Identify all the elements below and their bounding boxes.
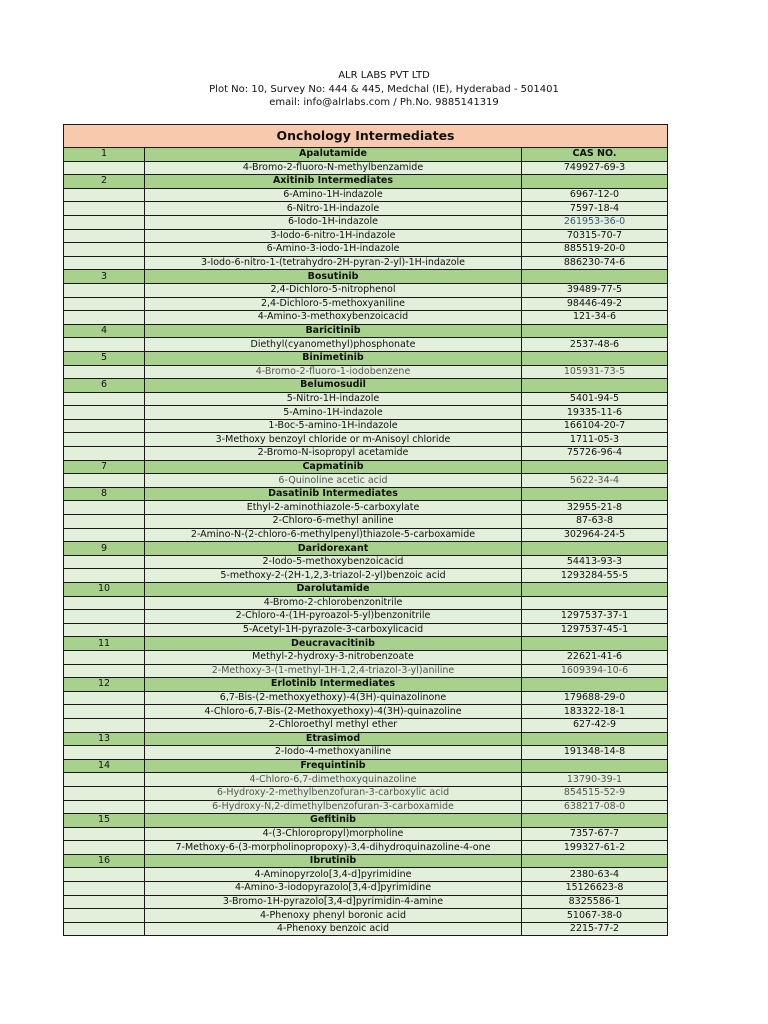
- cas-number: 886230-74-6: [522, 256, 668, 270]
- cas-number: 7357-67-7: [522, 827, 668, 841]
- compound-name: 6-Hydroxy-N,2-dimethylbenzofuran-3-carboxamide: [145, 800, 522, 814]
- table-row: [64, 650, 668, 664]
- compound-name: 2-Chloroethyl methyl ether: [145, 718, 522, 732]
- row-number: 1: [64, 148, 145, 162]
- row-number: [64, 188, 145, 202]
- table-row: [64, 202, 668, 216]
- row-number: [64, 515, 145, 529]
- table-row: [64, 841, 668, 855]
- cas-number: 854515-52-9: [522, 786, 668, 800]
- table-row: [64, 188, 668, 202]
- group-row: [64, 460, 668, 474]
- row-number: 8: [64, 487, 145, 501]
- cas-number: 749927-69-3: [522, 161, 668, 175]
- compound-name: 4-Chloro-6,7-dimethoxyquinazoline: [145, 773, 522, 787]
- cas-number: 51067-38-0: [522, 909, 668, 923]
- compound-name: 6-Nitro-1H-indazole: [145, 202, 522, 216]
- row-number: [64, 243, 145, 257]
- group-cas: [522, 487, 668, 501]
- group-row: [64, 678, 668, 692]
- group-name: Axitinib Intermediates: [145, 175, 522, 189]
- compound-name: 4-Chloro-6,7-Bis-(2-Methoxyethoxy)-4(3H)-quinazoline: [145, 705, 522, 719]
- row-number: [64, 447, 145, 461]
- table-row: [64, 705, 668, 719]
- cas-number: 32955-21-8: [522, 501, 668, 515]
- cas-number: 105931-73-5: [522, 365, 668, 379]
- cas-number: 5401-94-5: [522, 392, 668, 406]
- row-number: [64, 623, 145, 637]
- cas-number: 302964-24-5: [522, 528, 668, 542]
- group-cas: [522, 460, 668, 474]
- cas-number: 2380-63-4: [522, 868, 668, 882]
- group-name: Frequintinib: [145, 759, 522, 773]
- table-row: [64, 501, 668, 515]
- compound-name: 6-Iodo-1H-indazole: [145, 215, 522, 229]
- row-number: [64, 841, 145, 855]
- cas-number: 179688-29-0: [522, 691, 668, 705]
- cas-number: 627-42-9: [522, 718, 668, 732]
- compound-name: 5-methoxy-2-(2H-1,2,3-triazol-2-yl)benzoic acid: [145, 569, 522, 583]
- table-row: [64, 474, 668, 488]
- row-number: [64, 365, 145, 379]
- cas-number: 70315-70-7: [522, 229, 668, 243]
- row-number: [64, 419, 145, 433]
- table-row: [64, 338, 668, 352]
- group-row: [64, 270, 668, 284]
- table-row: [64, 256, 668, 270]
- row-number: 4: [64, 324, 145, 338]
- table-row: [64, 283, 668, 297]
- group-row: [64, 351, 668, 365]
- compound-name: 2,4-Dichloro-5-methoxyaniline: [145, 297, 522, 311]
- company-name: ALR LABS PVT LTD: [338, 70, 430, 81]
- table-row: [64, 392, 668, 406]
- compound-name: 2-Iodo-5-methoxybenzoicacid: [145, 555, 522, 569]
- group-name: Apalutamide: [145, 148, 522, 162]
- table-row: [64, 610, 668, 624]
- group-cas: [522, 732, 668, 746]
- compound-name: 2-Chloro-6-methyl aniline: [145, 515, 522, 529]
- group-cas: [522, 379, 668, 393]
- group-cas: [522, 678, 668, 692]
- group-name: Capmatinib: [145, 460, 522, 474]
- cas-number: 5622-34-4: [522, 474, 668, 488]
- table-row: [64, 922, 668, 936]
- group-cas: [522, 759, 668, 773]
- table-row: [64, 419, 668, 433]
- group-name: Darolutamide: [145, 583, 522, 597]
- table-row: [64, 664, 668, 678]
- table-row: [64, 515, 668, 529]
- group-row: [64, 583, 668, 597]
- group-cas: [522, 324, 668, 338]
- table-row: [64, 718, 668, 732]
- compound-name: 5-Amino-1H-indazole: [145, 406, 522, 420]
- row-number: [64, 256, 145, 270]
- compound-name: 5-Acetyl-1H-pyrazole-3-carboxylicacid: [145, 623, 522, 637]
- cas-number: 2537-48-6: [522, 338, 668, 352]
- compound-name: 1-Boc-5-amino-1H-indazole: [145, 419, 522, 433]
- compound-name: 3-Methoxy benzoyl chloride or m-Anisoyl chloride: [145, 433, 522, 447]
- cas-number: 1609394-10-6: [522, 664, 668, 678]
- group-cas: [522, 854, 668, 868]
- compound-name: 6-Amino-3-iodo-1H-indazole: [145, 243, 522, 257]
- group-name: Binimetinib: [145, 351, 522, 365]
- compound-name: 3-Iodo-6-nitro-1-(tetrahydro-2H-pyran-2-yl)-1H-indazole: [145, 256, 522, 270]
- group-row: [64, 148, 668, 162]
- table-row: [64, 909, 668, 923]
- table-row: [64, 297, 668, 311]
- table-row: [64, 555, 668, 569]
- row-number: [64, 882, 145, 896]
- group-row: [64, 542, 668, 556]
- row-number: 9: [64, 542, 145, 556]
- compound-name: 4-Bromo-2-fluoro-1-iodobenzene: [145, 365, 522, 379]
- cas-number: 1711-05-3: [522, 433, 668, 447]
- table-row: [64, 895, 668, 909]
- compound-name: 3-Bromo-1H-pyrazolo[3,4-d]pyrimidin-4-amine: [145, 895, 522, 909]
- group-row: [64, 637, 668, 651]
- row-number: [64, 392, 145, 406]
- group-row: [64, 814, 668, 828]
- table-title-row: [64, 125, 668, 148]
- cas-number: 121-34-6: [522, 311, 668, 325]
- compound-name: 2-Amino-N-(2-chloro-6-methylpenyl)thiazole-5-carboxamide: [145, 528, 522, 542]
- cas-number: 15126623-8: [522, 882, 668, 896]
- cas-number: 166104-20-7: [522, 419, 668, 433]
- table-row: [64, 229, 668, 243]
- compound-name: 6-Hydroxy-2-methylbenzofuran-3-carboxylic acid: [145, 786, 522, 800]
- group-row: [64, 732, 668, 746]
- company-contact: email: info@alrlabs.com / Ph.No. 9885141319: [269, 97, 499, 108]
- compound-name: 2,4-Dichloro-5-nitrophenol: [145, 283, 522, 297]
- table-row: [64, 746, 668, 760]
- group-row: [64, 379, 668, 393]
- cas-header: CAS NO.: [522, 148, 668, 162]
- group-cas: [522, 637, 668, 651]
- cas-number: 885519-20-0: [522, 243, 668, 257]
- cas-number: 7597-18-4: [522, 202, 668, 216]
- row-number: [64, 664, 145, 678]
- compound-name: 3-Iodo-6-nitro-1H-indazole: [145, 229, 522, 243]
- compound-name: Methyl-2-hydroxy-3-nitrobenzoate: [145, 650, 522, 664]
- table-row: [64, 433, 668, 447]
- row-number: [64, 433, 145, 447]
- row-number: 15: [64, 814, 145, 828]
- group-cas: [522, 583, 668, 597]
- row-number: [64, 297, 145, 311]
- cas-number: 2215-77-2: [522, 922, 668, 936]
- group-cas: [522, 270, 668, 284]
- row-number: [64, 895, 145, 909]
- compound-name: 4-Phenoxy benzoic acid: [145, 922, 522, 936]
- compound-name: 6,7-Bis-(2-methoxyethoxy)-4(3H)-quinazolinone: [145, 691, 522, 705]
- group-name: Baricitinib: [145, 324, 522, 338]
- group-row: [64, 854, 668, 868]
- group-name: Belumosudil: [145, 379, 522, 393]
- compound-name: 4-Amino-3-methoxybenzoicacid: [145, 311, 522, 325]
- row-number: [64, 229, 145, 243]
- row-number: [64, 596, 145, 610]
- compound-name: 7-Methoxy-6-(3-morpholinopropoxy)-3,4-dihydroquinazoline-4-one: [145, 841, 522, 855]
- row-number: 5: [64, 351, 145, 365]
- cas-number: 39489-77-5: [522, 283, 668, 297]
- cas-number: 1293284-55-5: [522, 569, 668, 583]
- compound-name: 4-(3-Chloropropyl)morpholine: [145, 827, 522, 841]
- cas-number: 98446-49-2: [522, 297, 668, 311]
- row-number: 2: [64, 175, 145, 189]
- row-number: [64, 610, 145, 624]
- row-number: [64, 555, 145, 569]
- compound-name: 2-Iodo-4-methoxyaniline: [145, 746, 522, 760]
- row-number: [64, 705, 145, 719]
- row-number: [64, 311, 145, 325]
- compound-name: 4-Aminopyrzolo[3,4-d]pyrimidine: [145, 868, 522, 882]
- row-number: 16: [64, 854, 145, 868]
- compound-name: 4-Bromo-2-fluoro-N-methylbenzamide: [145, 161, 522, 175]
- group-name: Deucravacitinib: [145, 637, 522, 651]
- group-cas: [522, 351, 668, 365]
- table-row: [64, 528, 668, 542]
- cas-number: 183322-18-1: [522, 705, 668, 719]
- table-row: [64, 882, 668, 896]
- cas-number: [522, 596, 668, 610]
- group-name: Etrasimod: [145, 732, 522, 746]
- row-number: [64, 528, 145, 542]
- table-row: [64, 691, 668, 705]
- compound-name: 2-Bromo-N-isopropyl acetamide: [145, 447, 522, 461]
- group-name: Bosutinib: [145, 270, 522, 284]
- row-number: [64, 786, 145, 800]
- table-row: [64, 773, 668, 787]
- row-number: 14: [64, 759, 145, 773]
- table-row: [64, 868, 668, 882]
- group-cas: [522, 175, 668, 189]
- cas-number: 13790-39-1: [522, 773, 668, 787]
- compound-name: 5-Nitro-1H-indazole: [145, 392, 522, 406]
- table-row: [64, 365, 668, 379]
- row-number: [64, 773, 145, 787]
- row-number: 12: [64, 678, 145, 692]
- row-number: [64, 909, 145, 923]
- compound-name: 6-Quinoline acetic acid: [145, 474, 522, 488]
- group-row: [64, 175, 668, 189]
- group-cas: [522, 814, 668, 828]
- row-number: 3: [64, 270, 145, 284]
- cas-number: 87-63-8: [522, 515, 668, 529]
- group-row: [64, 324, 668, 338]
- cas-number: 8325586-1: [522, 895, 668, 909]
- group-cas: [522, 542, 668, 556]
- table-row: [64, 215, 668, 229]
- row-number: [64, 161, 145, 175]
- row-number: 6: [64, 379, 145, 393]
- row-number: [64, 650, 145, 664]
- table-row: [64, 596, 668, 610]
- cas-number: 6967-12-0: [522, 188, 668, 202]
- table-row: [64, 243, 668, 257]
- row-number: [64, 569, 145, 583]
- compound-name: 2-Methoxy-3-(1-methyl-1H-1,2,4-triazol-3-yl)aniline: [145, 664, 522, 678]
- table-row: [64, 161, 668, 175]
- cas-number: 54413-93-3: [522, 555, 668, 569]
- table-row: [64, 447, 668, 461]
- cas-number: 1297537-37-1: [522, 610, 668, 624]
- group-name: Dasatinib Intermediates: [145, 487, 522, 501]
- row-number: [64, 718, 145, 732]
- row-number: [64, 501, 145, 515]
- group-name: Daridorexant: [145, 542, 522, 556]
- table-row: [64, 406, 668, 420]
- row-number: [64, 474, 145, 488]
- compound-name: 6-Amino-1H-indazole: [145, 188, 522, 202]
- row-number: [64, 202, 145, 216]
- table-title: Onchology Intermediates: [64, 125, 668, 148]
- group-name: Gefitinib: [145, 814, 522, 828]
- table-row: [64, 569, 668, 583]
- cas-number: 75726-96-4: [522, 447, 668, 461]
- cas-number: 638217-08-0: [522, 800, 668, 814]
- row-number: 10: [64, 583, 145, 597]
- compound-name: 4-Phenoxy phenyl boronic acid: [145, 909, 522, 923]
- compound-name: 4-Amino-3-iodopyrazolo[3,4-d]pyrimidine: [145, 882, 522, 896]
- cas-number: 19335-11-6: [522, 406, 668, 420]
- table-row: [64, 623, 668, 637]
- group-name: Ibrutinib: [145, 854, 522, 868]
- compound-name: Diethyl(cyanomethyl)phosphonate: [145, 338, 522, 352]
- table-row: [64, 800, 668, 814]
- row-number: [64, 283, 145, 297]
- compound-name: Ethyl-2-aminothiazole-5-carboxylate: [145, 501, 522, 515]
- row-number: [64, 746, 145, 760]
- row-number: [64, 922, 145, 936]
- row-number: [64, 868, 145, 882]
- group-row: [64, 487, 668, 501]
- row-number: [64, 215, 145, 229]
- cas-number: 191348-14-8: [522, 746, 668, 760]
- cas-number: 1297537-45-1: [522, 623, 668, 637]
- table-row: [64, 827, 668, 841]
- group-row: [64, 759, 668, 773]
- cas-number: 261953-36-0: [522, 215, 668, 229]
- row-number: 7: [64, 460, 145, 474]
- row-number: 13: [64, 732, 145, 746]
- intermediates-table: [63, 124, 668, 936]
- row-number: [64, 406, 145, 420]
- row-number: [64, 800, 145, 814]
- company-header: [0, 69, 768, 110]
- row-number: [64, 827, 145, 841]
- company-address: Plot No: 10, Survey No: 444 & 445, Medchal (IE), Hyderabad - 501401: [209, 83, 559, 95]
- row-number: 11: [64, 637, 145, 651]
- group-name: Erlotinib Intermediates: [145, 678, 522, 692]
- compound-name: 2-Chloro-4-(1H-pyroazol-5-yl)benzonitrile: [145, 610, 522, 624]
- row-number: [64, 338, 145, 352]
- table-row: [64, 311, 668, 325]
- row-number: [64, 691, 145, 705]
- cas-number: 199327-61-2: [522, 841, 668, 855]
- cas-number: 22621-41-6: [522, 650, 668, 664]
- table-row: [64, 786, 668, 800]
- compound-name: 4-Bromo-2-chlorobenzonitrile: [145, 596, 522, 610]
